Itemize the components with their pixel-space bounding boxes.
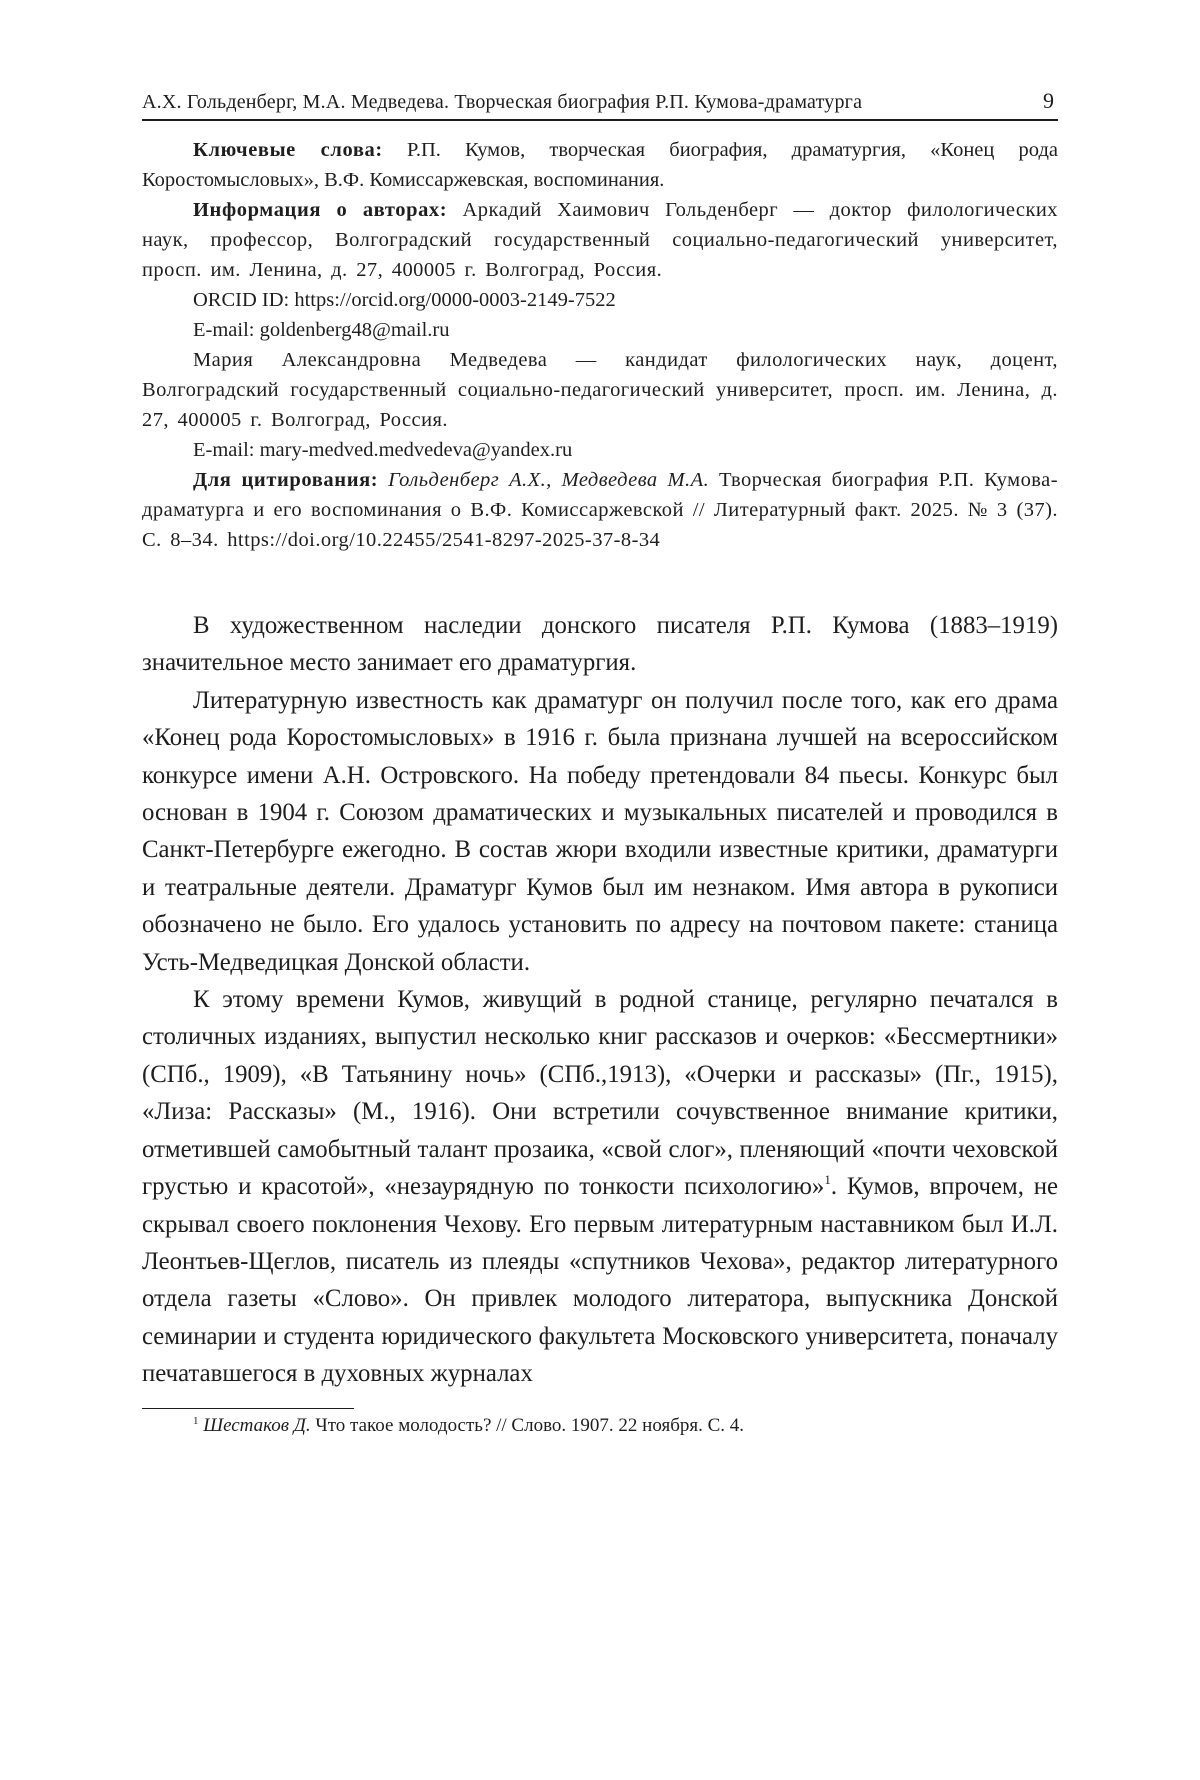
article-body (142, 607, 1058, 1393)
paragraph-1: В художественном наследии донского писателя Р.П. Кумова (1883–1919) значительное место занимает его драматургия. (142, 612, 1058, 677)
article-metadata (142, 135, 1058, 555)
citation-text: Творческая биография Р.П. Кумова-драматурга и его воспоминания о В.Ф. Комиссаржевской // Литературный факт. 2025. № 3 (37). С. 8–34. https://doi.org/10.22455/2541-8297-2025-37-8-34 (142, 469, 1058, 551)
footnote-number: 1 (193, 1414, 199, 1427)
footnote-ref[interactable]: 1 (824, 1172, 831, 1188)
running-title: А.Х. Гольденберг, М.А. Медведева. Творческая биография Р.П. Кумова-драматурга (142, 91, 863, 113)
author-info-text: Аркадий Хаимович Гольденберг — доктор филологических наук, профессор, Волгоградский государственный социально-педагогический университет, просп. им. Ленина, д. 27, 400005 г. Волгоград, Россия. (142, 199, 1059, 281)
paragraph-3-part-b: . Кумов, впрочем, не скрывал своего поклонения Чехову. Его первым литературным наставником был И.Л. Леонтьев-Щеглов, писатель из плеяды «спутников Чехова», редактор литературного отдела газеты «Слово». Он привлек молодого литератора, выпускника Донской семинарии и студента юридического факультета Московского университета, поначалу печатавшегося в духовных журналах (142, 1173, 1058, 1388)
running-header (142, 88, 1058, 121)
paragraph-2: Литературную известность как драматург он получил после того, как его драма «Конец рода Коростомысловых» в 1916 г. была признана лучшей на всероссийском конкурсе имени А.Н. Островского. На победу претендовали 84 пьесы. Конкурс был основан в 1904 г. Союзом драматических и музыкальных писателей и проводился в Санкт-Петербурге ежегодно. В состав жюри входили известные критики, драматурги и театральные деятели. Драматург Кумов был им незнаком. Имя автора в рукописи обозначено не было. Его удалось установить по адресу на почтовом пакете: станица Усть-Медведицкая Донской области. (142, 686, 1058, 976)
second-author-info: Мария Александровна Медведева — кандидат филологических наук, доцент, Волгоградский государственный социально-педагогический университет, просп. им. Ленина, д. 27, 400005 г. Волгоград, Россия. (142, 349, 1058, 431)
orcid-line: ORCID ID: https://orcid.org/0000-0003-2149-7522 (193, 289, 616, 311)
keywords-text: Р.П. Кумов, творческая биография, драматургия, «Конец рода Коростомысловых», В.Ф. Комиссаржевская, воспоминания. (142, 139, 1058, 191)
paragraph-3-part-a: К этому времени Кумов, живущий в родной станице, регулярно печатался в столичных изданиях, выпустил несколько книг рассказов и очерков: «Бессмертники» (СПб., 1909), «В Татьянину ночь» (СПб.,1913), «Очерки и рассказы» (Пг., 1915), «Лиза: Рассказы» (М., 1916). Они встретили сочувственное внимание критики, отметившей самобытный талант прозаика, «свой слог», пленяющий «почти чеховской грустью и красотой», «незаурядную по тонкости психологию» (142, 986, 1058, 1201)
citation-authors: Гольденберг А.Х., Медведева М.А. (378, 469, 710, 491)
citation (142, 465, 1058, 555)
footnote-divider (142, 1408, 354, 1409)
article-page (142, 88, 1058, 1439)
author-info (142, 195, 1058, 285)
footnote (142, 1413, 1058, 1439)
citation-label: Для цитирования: (193, 469, 379, 491)
keywords (142, 135, 1058, 195)
footnote-text: Что такое молодость? // Слово. 1907. 22 ноября. С. 4. (310, 1414, 745, 1436)
keywords-label: Ключевые слова: (193, 139, 383, 161)
paragraph-3 (142, 981, 1058, 1392)
page-number: 9 (1043, 88, 1054, 113)
footnote-author: Шестаков Д. (203, 1414, 311, 1436)
email-line-2: E-mail: mary-medved.medvedeva@yandex.ru (193, 439, 573, 461)
email-line-1: E-mail: goldenberg48@mail.ru (193, 319, 450, 341)
author-info-label: Информация о авторах: (193, 199, 448, 221)
